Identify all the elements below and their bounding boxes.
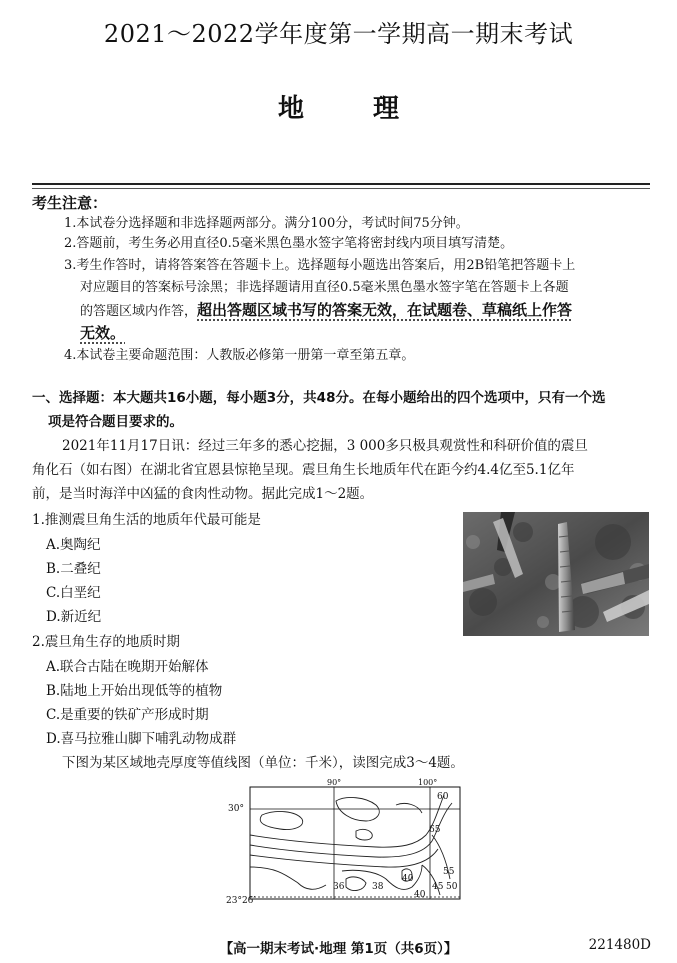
notice-item-3-cont1: 对应题目的答案标号涂黑；非选择题请用直径0.5毫米黑色墨水签字笔在答题卡上各题 xyxy=(80,280,569,295)
notice-emphasis: 超出答题区域书写的答案无效，在试题卷、草稿纸上作答 xyxy=(197,301,573,319)
notice-item-3: 3.考生作答时，请将答案答在答题卡上。选择题每小题选出答案后，用2B铅笔把答题卡上 xyxy=(64,258,576,273)
question-1-option-c: C.白垩纪 xyxy=(46,585,101,601)
subject-char-1: 地 xyxy=(277,94,304,124)
question-2-option-a: A.联合古陆在晚期开始解体 xyxy=(46,659,209,675)
section-heading: 一、选择题：本大题共16小题，每小题3分，共48分。在每小题给出的四个选项中，只有一个选 xyxy=(32,390,606,406)
contour-label-65: 65 xyxy=(429,825,441,835)
question-2-stem: 2.震旦角生存的地质时期 xyxy=(32,634,180,650)
contour-label-55: 55 xyxy=(443,867,455,877)
contour-label-40-right: 40 xyxy=(402,874,414,884)
exam-code: 221480D xyxy=(588,937,651,953)
map-lat-30: 30° xyxy=(228,804,244,814)
contour-label-38: 38 xyxy=(372,882,384,892)
contour-lines xyxy=(250,795,452,895)
notice-emphasis-cont: 无效。 xyxy=(80,324,126,342)
fossil-image xyxy=(463,512,649,636)
map-frame xyxy=(250,787,460,899)
contour-label-60: 60 xyxy=(437,792,449,802)
question-1-option-d: D.新近纪 xyxy=(46,609,102,625)
contour-label-36: 36 xyxy=(333,882,345,892)
notice-title: 考生注意： xyxy=(32,194,108,212)
contour-label-45: 45 xyxy=(432,882,444,892)
question-1-option-b: B.二叠纪 xyxy=(46,561,101,577)
passage-line-2: 角化石（如右图）在湖北省宜恩县惊艳呈现。震旦角生长地质年代在距今约4.4亿至5.1亿年 xyxy=(32,462,575,478)
crust-thickness-contour-map xyxy=(226,775,466,905)
question-2-option-d: D.喜马拉雅山脚下哺乳动物成群 xyxy=(46,731,237,747)
section-heading-cont: 项是符合题目要求的。 xyxy=(48,414,183,430)
map-lat-2326: 23°26′ xyxy=(226,896,256,905)
fossil-photo xyxy=(463,512,649,636)
question-2-option-c: C.是重要的铁矿产形成时期 xyxy=(46,707,209,723)
notice-item-4: 4.本试卷主要命题范围：人教版必修第一册第一章至第五章。 xyxy=(64,348,415,363)
map-lon-100: 100° xyxy=(418,778,438,787)
notice-item-1: 1.本试卷分选择题和非选择题两部分。满分100分，考试时间75分钟。 xyxy=(64,216,469,231)
notice-item-3-cont2-text: 的答题区域内作答， xyxy=(80,304,198,319)
question-1-stem: 1.推测震旦角生活的地质年代最可能是 xyxy=(32,512,261,528)
passage-line-1: 2021年11月17日讯：经过三年多的悉心挖掘，3 000多只极具观赏性和科研价值的震旦 xyxy=(62,438,588,454)
subject-title xyxy=(0,88,677,125)
question-1-option-a: A.奥陶纪 xyxy=(46,537,101,553)
question-2-option-b: B.陆地上开始出现低等的植物 xyxy=(46,683,223,699)
header-rule xyxy=(32,183,650,185)
subject-char-2: 理 xyxy=(373,94,400,124)
contour-label-50: 50 xyxy=(446,882,458,892)
notice-item-3-cont2 xyxy=(80,300,572,322)
exam-title: 2021～2022学年度第一学期高一期末考试 xyxy=(103,20,574,48)
header-rule-thin xyxy=(32,188,650,189)
map-lon-90: 90° xyxy=(327,778,342,787)
page-footer: 【高一期末考试·地理 第1页（共6页）】 xyxy=(219,941,458,957)
map-intro: 下图为某区域地壳厚度等值线图（单位：千米），读图完成3～4题。 xyxy=(62,755,464,771)
contour-label-40-bottom: 40 xyxy=(414,890,426,900)
notice-item-2: 2.答题前，考生务必用直径0.5毫米黑色墨水签字笔将密封线内项目填写清楚。 xyxy=(64,236,514,251)
passage-line-3: 前，是当时海洋中凶猛的食肉性动物。据此完成1～2题。 xyxy=(32,486,374,502)
